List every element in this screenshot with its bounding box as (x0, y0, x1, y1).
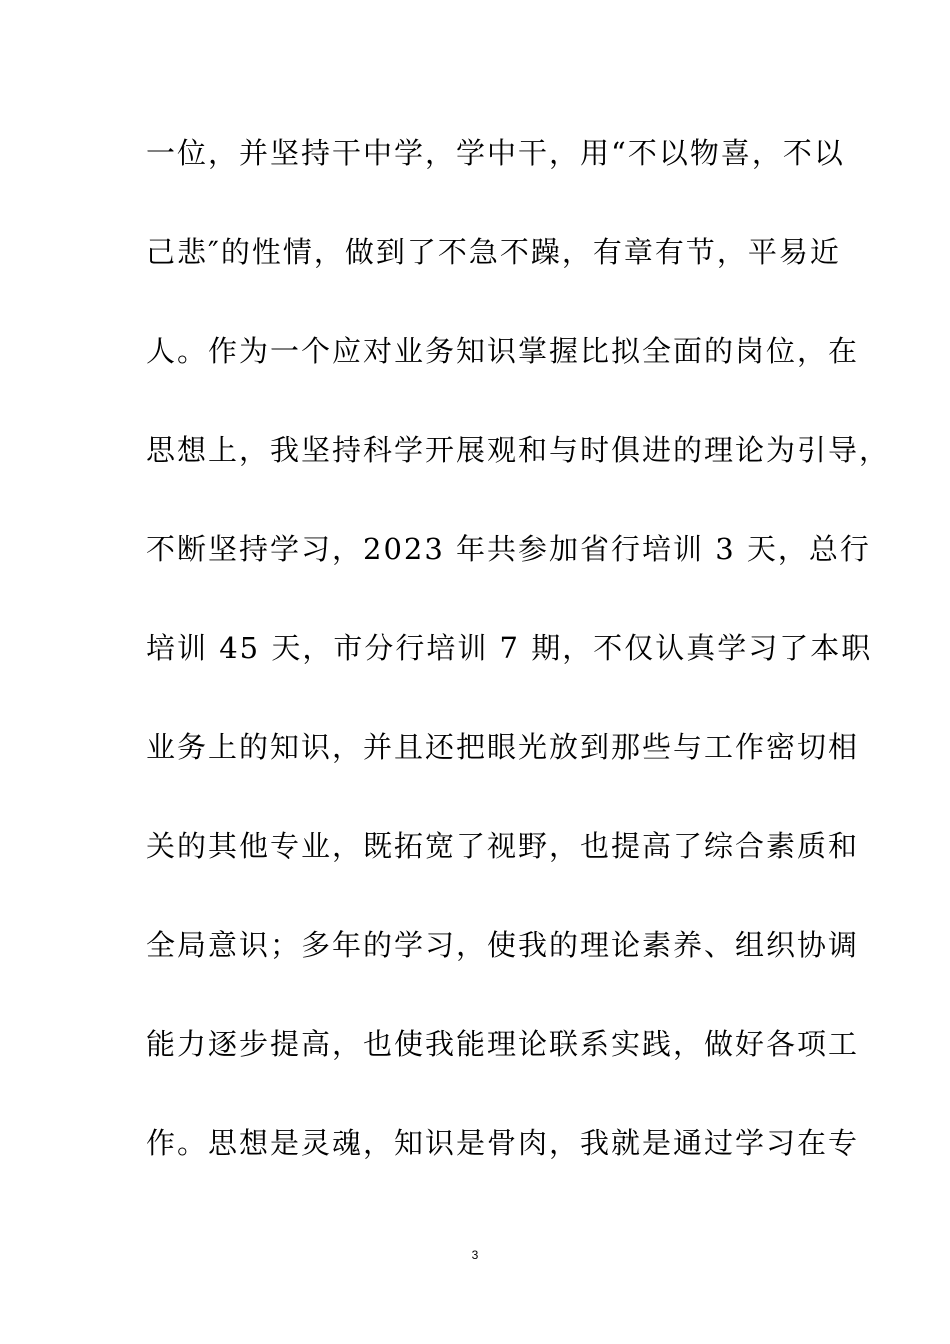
text-line: 能力逐步提高，也使我能理论联系实践，做好各项工 (146, 1027, 860, 1061)
text-line: 思想上，我坚持科学开展观和与时俱进的理论为引导， (146, 433, 891, 467)
text-line: 培训 45 天，市分行培训 7 期，不仅认真学习了本职 (146, 631, 873, 665)
page-number: 3 (471, 1248, 479, 1262)
text-line: 业务上的知识，并且还把眼光放到那些与工作密切相 (146, 730, 860, 764)
text-line: 关的其他专业，既拓宽了视野，也提高了综合素质和 (146, 829, 860, 863)
text-line: 己悲″的性情，做到了不急不躁，有章有节，平易近 (146, 235, 841, 269)
text-line: 不断坚持学习，2023 年共参加省行培训 3 天，总行 (146, 532, 871, 566)
text-line: 人。作为一个应对业务知识掌握比拟全面的岗位，在 (146, 334, 860, 368)
text-line: 一位，并坚持干中学，学中干，用“不以物喜，不以 (146, 136, 845, 170)
text-line: 全局意识；多年的学习，使我的理论素养、组织协调 (146, 928, 860, 962)
text-line: 作。思想是灵魂，知识是骨肉，我就是通过学习在专 (146, 1126, 860, 1160)
body-text (146, 128, 891, 1217)
